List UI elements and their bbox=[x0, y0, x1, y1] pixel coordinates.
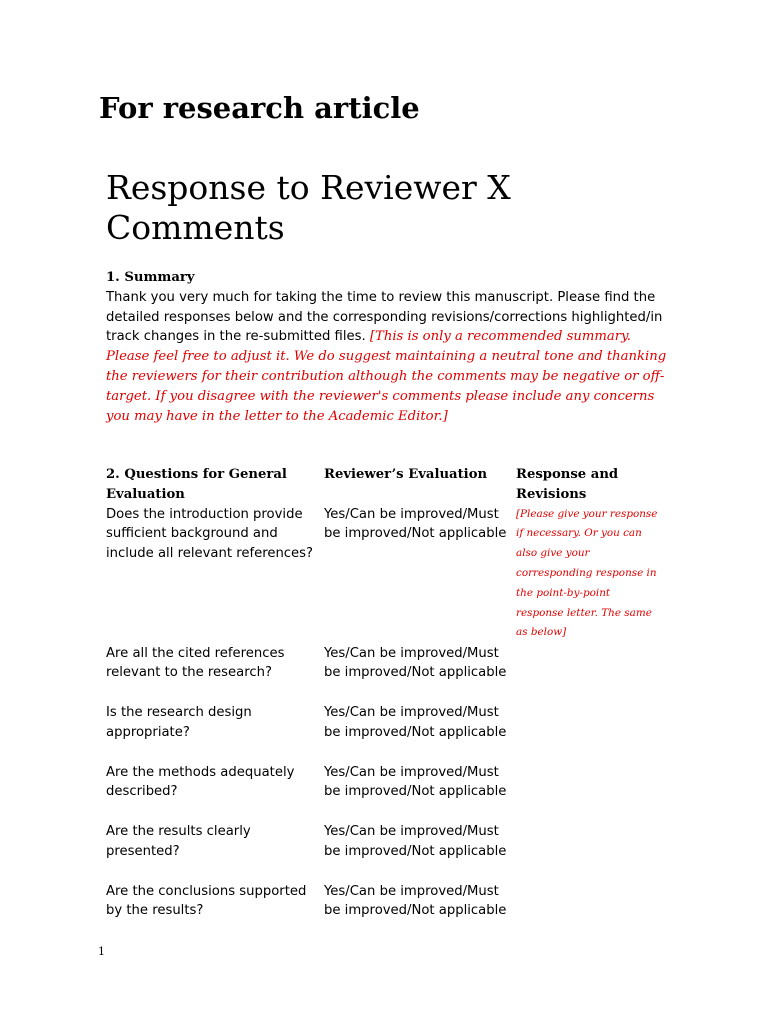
question-cell: Are the methods adequately described? bbox=[106, 764, 295, 800]
question-cell: Are the results clearly presented? bbox=[106, 824, 251, 859]
evaluation-cell[interactable]: Yes/Can be improved/Must be improved/Not applicable bbox=[324, 883, 507, 919]
evaluation-cell[interactable]: Yes/Can be improved/Must be improved/Not applicable bbox=[324, 824, 507, 859]
evaluation-cell[interactable]: Yes/Can be improved/Must be improved/Not applicable bbox=[324, 764, 507, 800]
response-cell[interactable] bbox=[516, 763, 666, 823]
table-row bbox=[106, 644, 666, 704]
summary-body: Thank you very much for taking the time to review this manuscript. Please find the detailed responses below and the corresponding revisions/corrections highlighted/in track changes in the re-submitted files. bbox=[106, 289, 663, 345]
question-cell: Are the conclusions supported by the results? bbox=[106, 883, 307, 919]
question-cell: Are all the cited references relevant to the research? bbox=[106, 645, 285, 681]
page-number: 1 bbox=[98, 945, 105, 958]
summary-section bbox=[106, 268, 668, 426]
evaluation-table bbox=[106, 465, 666, 941]
summary-note: [This is only a recommended summary. Please feel free to adjust it. We do suggest maintaining a neutral tone and thanking the reviewers for their contribution although the comments may be negative or off-target. If you disagree with the reviewer's comments please include any concerns you may have in the letter to the Academic Editor.] bbox=[106, 329, 667, 424]
evaluation-cell[interactable]: Yes/Can be improved/Must be improved/Not applicable bbox=[324, 705, 507, 740]
table-row bbox=[106, 763, 666, 823]
response-cell[interactable] bbox=[516, 882, 666, 942]
summary-heading: 1. Summary bbox=[106, 270, 195, 285]
document-title: Response to Reviewer X Comments bbox=[106, 168, 511, 247]
evaluation-cell[interactable]: Yes/Can be improved/Must be improved/Not applicable bbox=[324, 506, 507, 542]
evaluation-cell[interactable]: Yes/Can be improved/Must be improved/Not applicable bbox=[324, 645, 507, 681]
table-row bbox=[106, 882, 666, 942]
header-question: 2. Questions for General Evaluation bbox=[106, 467, 287, 502]
table-row bbox=[106, 703, 666, 763]
question-cell: Does the introduction provide sufficient background and include all relevant references? bbox=[106, 506, 314, 562]
response-cell[interactable] bbox=[516, 822, 666, 882]
summary-paragraph bbox=[106, 288, 668, 427]
question-cell: Is the research design appropriate? bbox=[106, 705, 252, 740]
response-cell[interactable] bbox=[516, 703, 666, 763]
table-row bbox=[106, 505, 666, 644]
evaluation-header-row bbox=[106, 465, 666, 505]
response-cell[interactable]: [Please give your response if necessary. Or you can also give your corresponding response in the point-by-point response letter. The same as below] bbox=[516, 507, 658, 639]
table-row bbox=[106, 822, 666, 882]
response-cell[interactable] bbox=[516, 644, 666, 704]
header-evaluation: Reviewer’s Evaluation bbox=[324, 467, 488, 482]
header-response: Response and Revisions bbox=[516, 467, 619, 502]
page-heading: For research article bbox=[99, 91, 420, 125]
